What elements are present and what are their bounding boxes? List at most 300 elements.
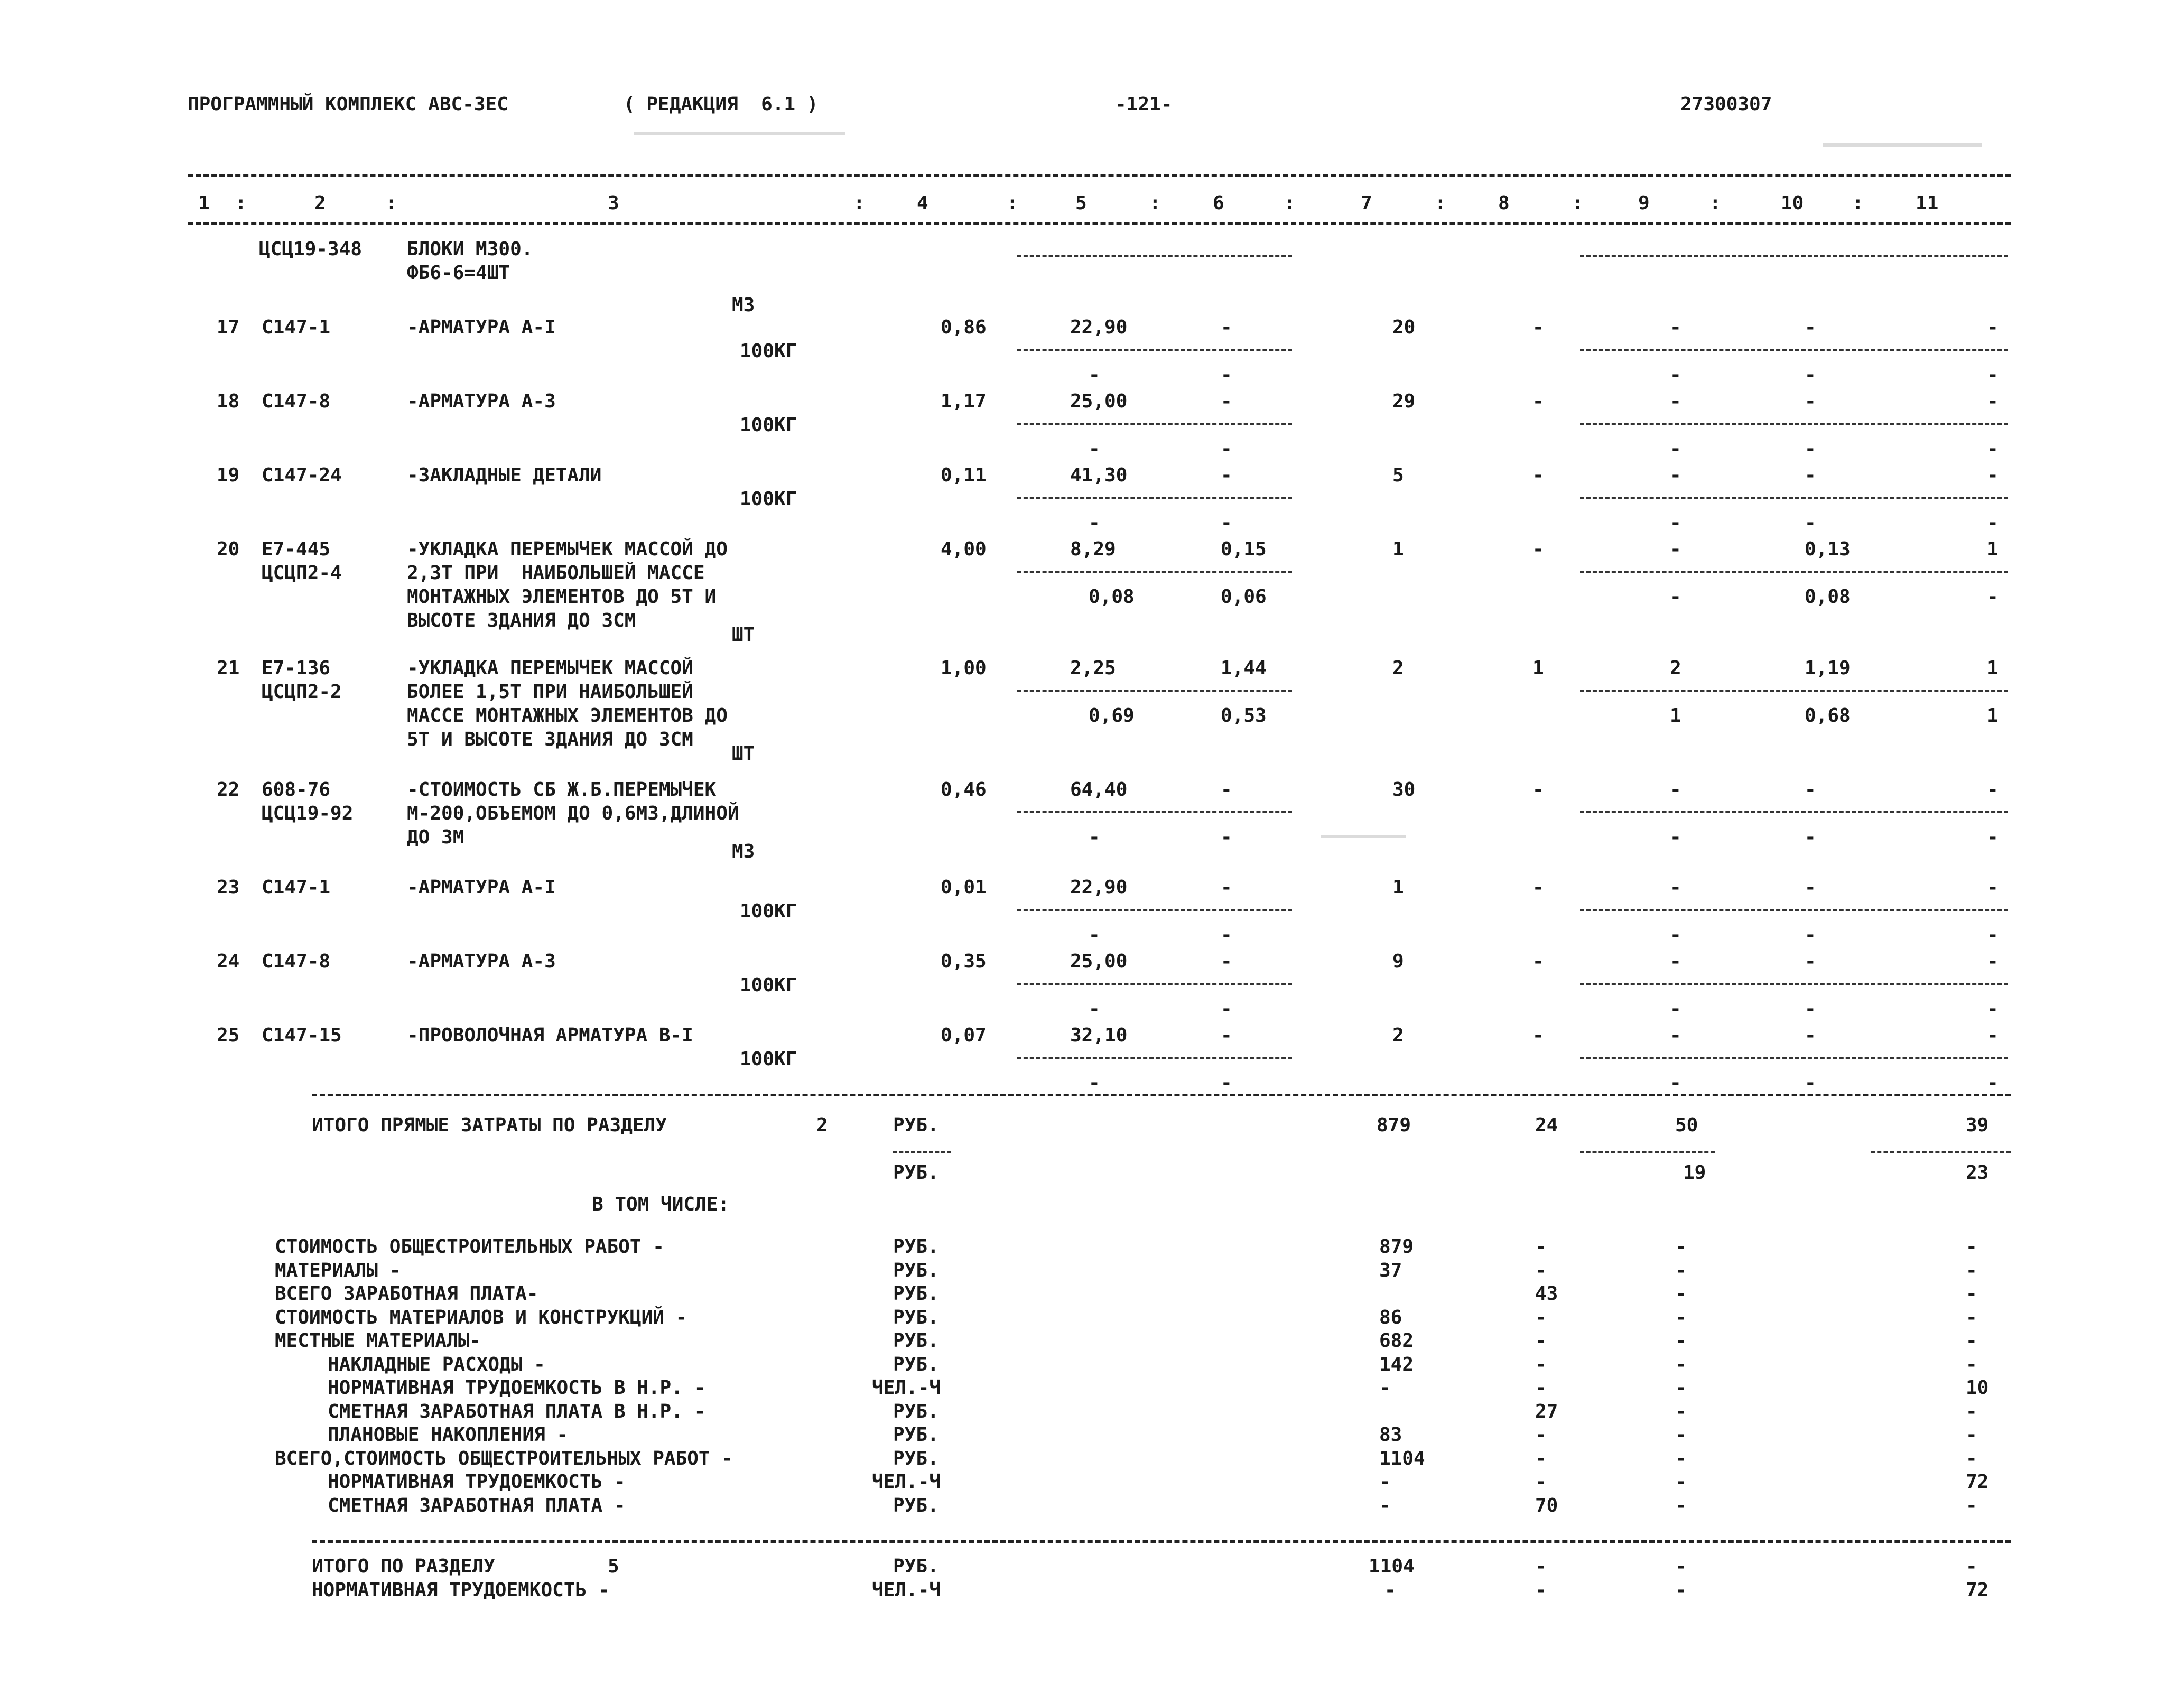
- cell-col4: 0,86: [941, 316, 987, 338]
- summary-unit: РУБ.: [893, 1283, 939, 1305]
- summary-c7: -: [1379, 1495, 1391, 1516]
- cell-col6-sub: -: [1221, 364, 1232, 386]
- section-total-c11: 72: [1966, 1579, 1989, 1601]
- divider: [1017, 349, 1292, 351]
- column-separator: :: [235, 192, 247, 214]
- column-1: 1: [198, 192, 210, 214]
- cell-col7: 5: [1392, 464, 1404, 486]
- cell-col7: 29: [1392, 390, 1416, 412]
- column-7: 7: [1361, 192, 1372, 214]
- row-number: 23: [217, 877, 240, 898]
- cell-col5-sub: 0,08: [1089, 586, 1135, 608]
- column-separator: :: [1149, 192, 1161, 214]
- total-c9-sub: 19: [1683, 1162, 1706, 1184]
- cell-col11: -: [1987, 316, 1999, 338]
- section-total-c11: -: [1966, 1556, 1977, 1577]
- divider: [1017, 423, 1292, 425]
- cell-col8: -: [1532, 877, 1544, 898]
- cell-col5-sub: 0,69: [1089, 705, 1135, 727]
- row-description: БОЛЕЕ 1,5Т ПРИ НАИБОЛЬШЕЙ: [407, 681, 693, 703]
- section-total-unit: РУБ.: [893, 1556, 939, 1577]
- cell-col10: -: [1805, 390, 1816, 412]
- cell-col5: 64,40: [1070, 779, 1128, 800]
- divider: [312, 1540, 2011, 1543]
- divider: [1580, 423, 2008, 425]
- cell-col5-sub: -: [1089, 924, 1100, 946]
- cell-col6-sub: -: [1221, 512, 1232, 534]
- summary-c7: 682: [1379, 1330, 1414, 1352]
- row-description: -АРМАТУРА А-I: [407, 877, 556, 898]
- cell-col6-sub: -: [1221, 924, 1232, 946]
- cell-col9: -: [1670, 877, 1681, 898]
- row-description: МАССЕ МОНТАЖНЫХ ЭЛЕМЕНТОВ ДО: [407, 705, 728, 727]
- scan-noise: [1321, 835, 1406, 838]
- summary-label: МАТЕРИАЛЫ -: [275, 1260, 401, 1281]
- divider: [1017, 1057, 1292, 1059]
- divider: [1017, 255, 1292, 257]
- summary-label: СТОИМОСТЬ ОБЩЕСТРОИТЕЛЬНЫХ РАБОТ -: [275, 1236, 664, 1258]
- summary-c8: -: [1535, 1260, 1547, 1281]
- row-unit: 100КГ: [740, 488, 797, 510]
- cell-col5-sub: -: [1089, 826, 1100, 848]
- cell-col10: 1,19: [1805, 657, 1851, 679]
- summary-unit: РУБ.: [893, 1354, 939, 1375]
- row-number: 20: [217, 538, 240, 560]
- row-description: -АРМАТУРА А-I: [407, 316, 556, 338]
- cell-col11-sub: -: [1987, 924, 1999, 946]
- cell-col8: -: [1532, 316, 1544, 338]
- cell-col6-sub: -: [1221, 826, 1232, 848]
- cell-col8: -: [1532, 390, 1544, 412]
- cell-col10-sub: -: [1805, 998, 1816, 1020]
- item-name: ФБ6-6=4ШТ: [407, 262, 510, 284]
- row-code: С147-8: [262, 390, 331, 412]
- summary-c8: -: [1535, 1471, 1547, 1493]
- row-code: Е7-136: [262, 657, 331, 679]
- summary-c7: 37: [1379, 1260, 1402, 1281]
- divider: [188, 222, 2011, 225]
- cell-col10-sub: -: [1805, 826, 1816, 848]
- cell-col10: 0,13: [1805, 538, 1851, 560]
- summary-c8: -: [1535, 1424, 1547, 1446]
- summary-c9: -: [1675, 1448, 1687, 1469]
- summary-unit: РУБ.: [893, 1236, 939, 1258]
- column-8: 8: [1498, 192, 1510, 214]
- cell-col10-sub: -: [1805, 512, 1816, 534]
- cell-col11: -: [1987, 877, 1999, 898]
- row-unit: 100КГ: [740, 900, 797, 922]
- cell-col11-sub: -: [1987, 586, 1999, 608]
- cell-col11-sub: -: [1987, 512, 1999, 534]
- total-c11: 39: [1966, 1114, 1989, 1136]
- cell-col7: 1: [1392, 877, 1404, 898]
- column-9: 9: [1638, 192, 1650, 214]
- summary-c7: -: [1379, 1471, 1391, 1493]
- cell-col10-sub: -: [1805, 924, 1816, 946]
- document-code: 27300307: [1680, 94, 1772, 115]
- row-code: С147-24: [262, 464, 342, 486]
- section-total-unit: ЧЕЛ.-Ч: [872, 1579, 941, 1601]
- cell-col5: 25,00: [1070, 951, 1128, 972]
- row-number: 24: [217, 951, 240, 972]
- row-description: -АРМАТУРА А-3: [407, 951, 556, 972]
- cell-col11-sub: -: [1987, 1072, 1999, 1094]
- row-description: -ПРОВОЛОЧНАЯ АРМАТУРА В-I: [407, 1025, 693, 1046]
- summary-c7: 86: [1379, 1307, 1402, 1328]
- cell-col6: -: [1221, 316, 1232, 338]
- row-code: С147-1: [262, 877, 331, 898]
- column-separator: :: [1852, 192, 1864, 214]
- section-total-label: НОРМАТИВНАЯ ТРУДОЕМКОСТЬ -: [312, 1579, 610, 1601]
- cell-col9: 2: [1670, 657, 1681, 679]
- cell-col4: 0,07: [941, 1025, 987, 1046]
- column-separator: :: [1284, 192, 1296, 214]
- summary-c9: -: [1675, 1283, 1687, 1305]
- summary-c11: 72: [1966, 1471, 1989, 1493]
- cell-col5: 32,10: [1070, 1025, 1128, 1046]
- summary-c9: -: [1675, 1330, 1687, 1352]
- row-description: ДО 3М: [407, 826, 464, 848]
- summary-c8: -: [1535, 1377, 1547, 1399]
- cell-col11-sub: -: [1987, 364, 1999, 386]
- row-description: 5Т И ВЫСОТЕ ЗДАНИЯ ДО 3СМ: [407, 729, 693, 750]
- cell-col6-sub: -: [1221, 1072, 1232, 1094]
- row-code: С147-8: [262, 951, 331, 972]
- cell-col7: 20: [1392, 316, 1416, 338]
- summary-label: ПЛАНОВЫЕ НАКОПЛЕНИЯ -: [328, 1424, 569, 1446]
- row-description: ВЫСОТЕ ЗДАНИЯ ДО 3СМ: [407, 610, 636, 631]
- divider: [1580, 255, 2008, 257]
- cell-col4: 0,01: [941, 877, 987, 898]
- column-11: 11: [1916, 192, 1939, 214]
- divider: [1580, 1151, 1715, 1153]
- cell-col4: 4,00: [941, 538, 987, 560]
- cell-col5: 22,90: [1070, 316, 1128, 338]
- total-unit: РУБ.: [893, 1162, 939, 1184]
- cell-col4: 0,11: [941, 464, 987, 486]
- summary-c9: -: [1675, 1377, 1687, 1399]
- cell-col7: 2: [1392, 1025, 1404, 1046]
- scan-noise: [1823, 143, 1982, 147]
- cell-col5-sub: -: [1089, 364, 1100, 386]
- cell-col9: -: [1670, 779, 1681, 800]
- section-total-c7: -: [1384, 1579, 1396, 1601]
- summary-c11: -: [1966, 1354, 1977, 1375]
- summary-c9: -: [1675, 1236, 1687, 1258]
- total-section-number: 2: [816, 1114, 828, 1136]
- cell-col11-sub: -: [1987, 998, 1999, 1020]
- column-separator: :: [1709, 192, 1721, 214]
- summary-label: ВСЕГО ЗАРАБОТНАЯ ПЛАТА-: [275, 1283, 538, 1305]
- cell-col10: -: [1805, 316, 1816, 338]
- summary-c9: -: [1675, 1260, 1687, 1281]
- cell-col8: -: [1532, 464, 1544, 486]
- divider: [1580, 811, 2008, 813]
- page-number: -121-: [1115, 94, 1173, 115]
- cell-col7: 9: [1392, 951, 1404, 972]
- section-total-number: 5: [608, 1556, 619, 1577]
- row-description: -АРМАТУРА А-3: [407, 390, 556, 412]
- summary-c9: -: [1675, 1424, 1687, 1446]
- column-3: 3: [608, 192, 619, 214]
- cell-col6-sub: 0,06: [1221, 586, 1267, 608]
- cell-col10: -: [1805, 877, 1816, 898]
- summary-unit: ЧЕЛ.-Ч: [872, 1377, 941, 1399]
- row-unit: ШТ: [732, 624, 755, 646]
- divider: [1580, 349, 2008, 351]
- summary-c8: -: [1535, 1448, 1547, 1469]
- cell-col9-sub: -: [1670, 512, 1681, 534]
- section-total-c7: 1104: [1369, 1556, 1415, 1577]
- cell-col8: -: [1532, 951, 1544, 972]
- summary-c8: 70: [1535, 1495, 1558, 1516]
- summary-c7: 83: [1379, 1424, 1402, 1446]
- row-unit: ШТ: [732, 743, 755, 765]
- cell-col5: 2,25: [1070, 657, 1116, 679]
- cell-col11-sub: -: [1987, 826, 1999, 848]
- cell-col11: -: [1987, 951, 1999, 972]
- row-number: 17: [217, 316, 240, 338]
- summary-c9: -: [1675, 1495, 1687, 1516]
- row-description: МОНТАЖНЫХ ЭЛЕМЕНТОВ ДО 5Т И: [407, 586, 717, 608]
- summary-label: СТОИМОСТЬ МАТЕРИАЛОВ И КОНСТРУКЦИЙ -: [275, 1307, 687, 1328]
- cell-col8: 1: [1532, 657, 1544, 679]
- cell-col6: -: [1221, 877, 1232, 898]
- summary-unit: РУБ.: [893, 1448, 939, 1469]
- divider: [1580, 909, 2008, 911]
- cell-col6: -: [1221, 779, 1232, 800]
- cell-col9-sub: -: [1670, 1072, 1681, 1094]
- summary-unit: ЧЕЛ.-Ч: [872, 1471, 941, 1493]
- summary-c7: 142: [1379, 1354, 1414, 1375]
- summary-c11: 10: [1966, 1377, 1989, 1399]
- cell-col9: -: [1670, 538, 1681, 560]
- row-unit: 100КГ: [740, 974, 797, 996]
- cell-col11: 1: [1987, 657, 1999, 679]
- section-total-c8: -: [1535, 1579, 1547, 1601]
- cell-col8: -: [1532, 538, 1544, 560]
- summary-c8: 27: [1535, 1401, 1558, 1422]
- cell-col6: 1,44: [1221, 657, 1267, 679]
- summary-c7: 1104: [1379, 1448, 1425, 1469]
- cell-col6: -: [1221, 464, 1232, 486]
- section-total-label: ИТОГО ПО РАЗДЕЛУ: [312, 1556, 495, 1577]
- summary-label: НАКЛАДНЫЕ РАСХОДЫ -: [328, 1354, 545, 1375]
- cell-col10: -: [1805, 1025, 1816, 1046]
- cell-col9: -: [1670, 390, 1681, 412]
- summary-c9: -: [1675, 1401, 1687, 1422]
- summary-label: СМЕТНАЯ ЗАРАБОТНАЯ ПЛАТА В Н.Р. -: [328, 1401, 706, 1422]
- cell-col9-sub: -: [1670, 586, 1681, 608]
- row-code: С147-1: [262, 316, 331, 338]
- row-number: 18: [217, 390, 240, 412]
- column-separator: :: [386, 192, 397, 214]
- total-c7: 879: [1377, 1114, 1411, 1136]
- cell-col5: 41,30: [1070, 464, 1128, 486]
- divider: [1017, 909, 1292, 911]
- cell-col9-sub: -: [1670, 826, 1681, 848]
- divider: [1580, 571, 2008, 573]
- divider: [1580, 983, 2008, 985]
- including-label: В ТОМ ЧИСЛЕ:: [592, 1194, 730, 1215]
- cell-col4: 1,17: [941, 390, 987, 412]
- divider: [1017, 571, 1292, 573]
- row-description: -ЗАКЛАДНЫЕ ДЕТАЛИ: [407, 464, 602, 486]
- column-4: 4: [917, 192, 928, 214]
- summary-c8: -: [1535, 1330, 1547, 1352]
- summary-c11: -: [1966, 1260, 1977, 1281]
- cell-col5: 22,90: [1070, 877, 1128, 898]
- cell-col8: -: [1532, 779, 1544, 800]
- total-label: ИТОГО ПРЯМЫЕ ЗАТРАТЫ ПО РАЗДЕЛУ: [312, 1114, 667, 1136]
- column-separator: :: [853, 192, 865, 214]
- cell-col5-sub: -: [1089, 1072, 1100, 1094]
- summary-c11: -: [1966, 1283, 1977, 1305]
- section-total-c9: -: [1675, 1579, 1687, 1601]
- column-6: 6: [1213, 192, 1224, 214]
- section-total-c9: -: [1675, 1556, 1687, 1577]
- cell-col7: 30: [1392, 779, 1416, 800]
- summary-c11: -: [1966, 1448, 1977, 1469]
- summary-c9: -: [1675, 1307, 1687, 1328]
- column-10: 10: [1781, 192, 1804, 214]
- cell-col4: 1,00: [941, 657, 987, 679]
- summary-label: МЕСТНЫЕ МАТЕРИАЛЫ-: [275, 1330, 481, 1352]
- divider: [1580, 1057, 2008, 1059]
- cell-col9-sub: -: [1670, 924, 1681, 946]
- cell-col5-sub: -: [1089, 512, 1100, 534]
- total-c9: 50: [1675, 1114, 1698, 1136]
- cell-col10: -: [1805, 951, 1816, 972]
- summary-label: НОРМАТИВНАЯ ТРУДОЕМКОСТЬ -: [328, 1471, 626, 1493]
- row-unit: 100КГ: [740, 414, 797, 436]
- divider: [188, 174, 2011, 177]
- summary-c9: -: [1675, 1471, 1687, 1493]
- cell-col6: -: [1221, 390, 1232, 412]
- cell-col6-sub: -: [1221, 438, 1232, 460]
- cell-col6: -: [1221, 1025, 1232, 1046]
- row-description: -СТОИМОСТЬ СБ Ж.Б.ПЕРЕМЫЧЕК: [407, 779, 717, 800]
- divider: [1017, 690, 1292, 692]
- row-description: -УКЛАДКА ПЕРЕМЫЧЕК МАССОЙ ДО: [407, 538, 728, 560]
- cell-col5: 8,29: [1070, 538, 1116, 560]
- cell-col6-sub: -: [1221, 998, 1232, 1020]
- summary-c11: -: [1966, 1401, 1977, 1422]
- summary-c11: -: [1966, 1424, 1977, 1446]
- cell-col10-sub: -: [1805, 364, 1816, 386]
- section-total-c8: -: [1535, 1556, 1547, 1577]
- row-code-secondary: ЦСЦП2-4: [262, 562, 342, 584]
- cell-col11: -: [1987, 390, 1999, 412]
- summary-label: НОРМАТИВНАЯ ТРУДОЕМКОСТЬ В Н.Р. -: [328, 1377, 706, 1399]
- total-c11-sub: 23: [1966, 1162, 1989, 1184]
- summary-c11: -: [1966, 1236, 1977, 1258]
- column-2: 2: [314, 192, 326, 214]
- divider: [1580, 690, 2008, 692]
- summary-unit: РУБ.: [893, 1330, 939, 1352]
- row-description: -УКЛАДКА ПЕРЕМЫЧЕК МАССОЙ: [407, 657, 693, 679]
- cell-col9-sub: -: [1670, 364, 1681, 386]
- item-code: ЦСЦ19-348: [259, 238, 363, 260]
- scan-noise: [634, 132, 845, 135]
- row-code: Е7-445: [262, 538, 331, 560]
- column-separator: :: [1007, 192, 1018, 214]
- summary-c9: -: [1675, 1354, 1687, 1375]
- column-5: 5: [1075, 192, 1087, 214]
- summary-c7: -: [1379, 1377, 1391, 1399]
- summary-c11: -: [1966, 1495, 1977, 1516]
- row-unit: М3: [732, 841, 755, 862]
- cell-col11: -: [1987, 1025, 1999, 1046]
- cell-col10-sub: 0,68: [1805, 705, 1851, 727]
- cell-col8: -: [1532, 1025, 1544, 1046]
- row-number: 25: [217, 1025, 240, 1046]
- row-number: 21: [217, 657, 240, 679]
- cell-col11: -: [1987, 779, 1999, 800]
- row-code-secondary: ЦСЦП2-2: [262, 681, 342, 703]
- row-description: 2,3Т ПРИ НАИБОЛЬШЕЙ МАССЕ: [407, 562, 705, 584]
- program-name: ПРОГРАММНЫЙ КОМПЛЕКС АВС-3ЕС: [188, 94, 508, 115]
- column-separator: :: [1435, 192, 1446, 214]
- row-code-secondary: ЦСЦ19-92: [262, 803, 354, 824]
- summary-unit: РУБ.: [893, 1424, 939, 1446]
- summary-c11: -: [1966, 1330, 1977, 1352]
- row-number: 19: [217, 464, 240, 486]
- divider: [1017, 497, 1292, 499]
- cell-col10: -: [1805, 464, 1816, 486]
- summary-c8: -: [1535, 1307, 1547, 1328]
- cell-col4: 0,35: [941, 951, 987, 972]
- row-unit: М3: [732, 294, 755, 316]
- cell-col9-sub: -: [1670, 438, 1681, 460]
- cell-col7: 2: [1392, 657, 1404, 679]
- divider: [1017, 811, 1292, 813]
- cell-col9-sub: 1: [1670, 705, 1681, 727]
- summary-unit: РУБ.: [893, 1401, 939, 1422]
- summary-c8: -: [1535, 1236, 1547, 1258]
- cell-col5-sub: -: [1089, 438, 1100, 460]
- cell-col11: 1: [1987, 538, 1999, 560]
- cell-col9: -: [1670, 1025, 1681, 1046]
- cell-col11: -: [1987, 464, 1999, 486]
- cell-col11-sub: -: [1987, 438, 1999, 460]
- row-code: С147-15: [262, 1025, 342, 1046]
- cell-col7: 1: [1392, 538, 1404, 560]
- summary-c8: 43: [1535, 1283, 1558, 1305]
- divider: [1871, 1151, 2011, 1153]
- cell-col11-sub: 1: [1987, 705, 1999, 727]
- total-unit: РУБ.: [893, 1114, 939, 1136]
- divider: [312, 1094, 2011, 1096]
- cell-col10-sub: -: [1805, 438, 1816, 460]
- total-c8: 24: [1535, 1114, 1558, 1136]
- divider: [1017, 983, 1292, 985]
- cell-col6: 0,15: [1221, 538, 1267, 560]
- row-unit: 100КГ: [740, 340, 797, 362]
- cell-col9-sub: -: [1670, 998, 1681, 1020]
- row-description: М-200,ОБЪЕМОМ ДО 0,6М3,ДЛИНОЙ: [407, 803, 739, 824]
- summary-label: ВСЕГО,СТОИМОСТЬ ОБЩЕСТРОИТЕЛЬНЫХ РАБОТ -: [275, 1448, 733, 1469]
- summary-label: СМЕТНАЯ ЗАРАБОТНАЯ ПЛАТА -: [328, 1495, 626, 1516]
- cell-col10-sub: 0,08: [1805, 586, 1851, 608]
- cell-col5: 25,00: [1070, 390, 1128, 412]
- edition: ( РЕДАКЦИЯ 6.1 ): [624, 94, 819, 115]
- summary-c7: 879: [1379, 1236, 1414, 1258]
- cell-col4: 0,46: [941, 779, 987, 800]
- row-unit: 100КГ: [740, 1048, 797, 1070]
- cell-col10: -: [1805, 779, 1816, 800]
- divider: [1580, 497, 2008, 499]
